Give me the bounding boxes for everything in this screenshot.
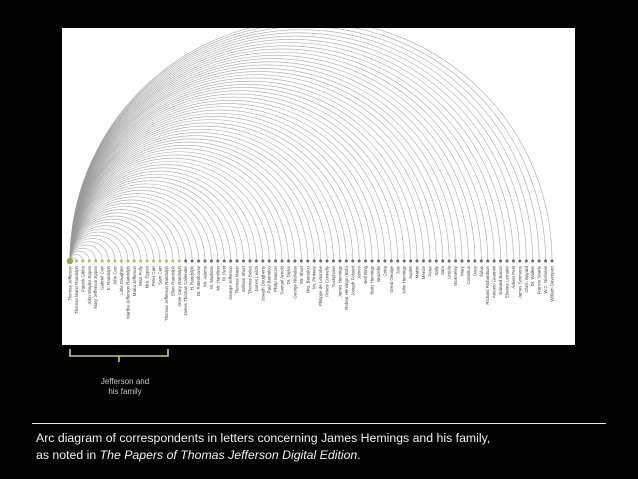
node-5 [101,260,104,263]
node-label-28: Thomas Boles [247,266,253,295]
node-71 [525,260,528,263]
node-32 [274,260,277,263]
node-label-30: Joseph Dougherty [260,266,266,302]
node-label-69: Adrien Petit [510,266,516,289]
node-label-66: Antonio Giannini [491,266,497,299]
node-15 [165,260,168,263]
node-25 [229,260,232,263]
node-8 [120,260,123,263]
node-label-3: John Wayles Eppes [86,266,92,305]
node-29 [255,260,258,263]
node-18 [184,260,187,263]
node-13 [152,260,155,263]
node-45 [358,260,361,263]
caption-divider [32,423,606,424]
node-61 [461,260,464,263]
node-label-65: Richard Richardson [485,266,491,305]
node-label-44: Joseph Fossett [350,266,356,296]
node-label-40: Prince Connelly [324,266,330,297]
node-label-67: Edward Bacon [498,266,504,295]
node-label-7: John Corr [112,266,118,286]
node-1 [75,260,78,263]
node-62 [467,260,470,263]
node-24 [223,260,226,263]
node-28 [248,260,251,263]
node-16 [171,260,174,263]
node-label-35: George Nicholas [292,266,298,299]
node-label-16: Ellen Randolph [170,266,176,296]
node-label-52: John Hemings [401,266,407,295]
node-label-49: Critta [382,266,388,277]
node-label-41: Tuckyhone [330,266,336,288]
arcs-group [70,28,552,261]
node-label-53: Jupiter [408,266,414,280]
node-23 [216,260,219,263]
node-label-51: Joie [395,266,401,275]
node-label-22: M. Madison [208,266,214,289]
caption-line-2-text: as noted in [36,448,100,462]
node-label-37: Mrs. Bentalou [305,266,311,294]
arc-61 [70,65,462,261]
node-70 [518,260,521,263]
node-63 [473,260,476,263]
node-42 [338,260,341,263]
node-41 [332,260,335,263]
node-2 [81,260,84,263]
node-68 [506,260,509,263]
node-label-11: Miss Polly [138,266,144,286]
node-label-72: Dr. Walker [530,266,536,287]
node-74 [544,260,547,263]
node-label-29: James Leitch [253,266,259,292]
node-7 [113,260,116,263]
node-31 [268,260,271,263]
node-label-15: Thomas Jefferson Randolph [163,266,169,322]
node-59 [448,260,451,263]
node-69 [512,260,515,263]
node-40 [326,260,329,263]
node-label-23: Mr. Hamilton [215,266,221,291]
node-12 [146,260,149,263]
node-label-74: W.C. Nicholas [543,266,549,294]
node-65 [486,260,489,263]
node-label-36: Mr. Short [298,266,304,284]
bracket-label [70,377,180,397]
node-label-21: Mr. Adams [202,266,208,287]
nodes-group [67,258,555,321]
node-50 [390,260,393,263]
node-label-38: Mr. Pinkney [311,266,317,289]
node-label-4: Mary Jefferson Eppes [93,266,99,309]
node-label-2: Patrick Gibbs [80,266,86,293]
node-label-46: Bell Ring [363,266,369,284]
arc-diagram-panel [62,28,575,345]
node-label-9: Martha Jefferson Randolph [125,266,131,319]
node-52 [403,260,406,263]
node-label-60: Wormeley [453,266,459,286]
node-label-68: Etienne Lemaire [504,266,510,298]
node-11 [139,260,142,263]
caption-line-1: Arc diagram of correspondents in letters concerning James Hemings and his family, [36,431,491,445]
node-14 [158,260,161,263]
node-label-59: Ursula [446,266,452,279]
node-19 [191,260,194,263]
node-27 [242,260,245,263]
node-38 [313,260,316,263]
arc-75 [70,28,552,261]
node-label-33: Samuel Arnold [279,266,285,295]
node-26 [236,260,239,263]
arc-diagram [62,28,575,345]
node-20 [197,260,200,263]
node-label-10: Maria Jefferson [131,266,137,297]
node-label-75: William Davenport [549,266,555,302]
bracket-line [70,349,168,362]
arc-68 [70,42,507,261]
node-label-50: Great George [388,266,394,293]
caption [36,430,616,464]
node-label-57: Sally [433,266,439,276]
node-67 [499,260,502,263]
node-label-8: Little Daughter [118,266,124,295]
node-label-1: Thomas Mann Randolph [73,266,79,315]
bracket-label-line-2: his family [108,387,142,396]
node-49 [383,260,386,263]
node-label-70: James Simmons [517,266,523,299]
node-label-17: Anne Cary Randolph [176,266,182,307]
node-label-58: Sam [440,266,446,276]
node-37 [306,260,309,263]
node-0 [67,258,73,264]
arc-38 [70,139,314,261]
node-label-55: Mercie [420,266,426,280]
node-label-73: Francis Searle [536,266,542,295]
node-label-64: Sukie [478,266,484,277]
caption-line-2 [36,447,616,464]
node-label-43: Robert Hemings (Bob) [343,266,349,310]
node-label-26: Thomas Mann [234,266,240,295]
family-bracket [62,345,202,365]
node-label-6: E. Randolph [106,266,112,291]
node-57 [435,260,438,263]
node-60 [454,260,457,263]
node-9 [126,260,129,263]
node-73 [538,260,541,263]
node-label-14: Sam Carr [157,266,163,285]
node-label-32: Philip Mazzei [273,266,279,292]
node-label-20: Dr. Rittenhouse [196,266,202,297]
node-30 [261,260,264,263]
node-label-31: Paul Bentalou [266,266,272,294]
node-label-42: James Hemings [337,266,343,298]
node-47 [371,260,374,263]
node-label-39: Philippe de Letombe [318,266,324,307]
node-39 [319,260,322,263]
node-17 [178,260,181,263]
arc-10 [70,229,134,261]
node-55 [422,260,425,263]
node-label-54: Martin [414,266,420,279]
node-label-13: Peter Carr [151,266,157,287]
node-51 [396,260,399,263]
node-label-34: Dr. Taylor [286,266,292,285]
node-label-27: William Short [241,266,247,292]
node-56 [428,260,431,263]
node-label-5: Gabriel Corr [99,266,105,290]
node-label-12: Mrs. Eppes [144,266,150,289]
node-53 [409,260,412,263]
caption-source-title: The Papers of Thomas Jefferson Digital Edition [99,448,358,462]
node-label-56: Peter [427,266,433,277]
node-34 [287,260,290,263]
node-44 [351,260,354,263]
node-label-61: Mary [459,266,465,276]
node-21 [203,260,206,263]
node-36 [300,260,303,263]
node-72 [531,260,534,263]
node-58 [441,260,444,263]
node-label-48: Brazelle [375,266,381,282]
arc-74 [70,28,546,261]
node-66 [493,260,496,263]
node-54 [416,260,419,263]
node-label-25: George Jefferson [228,266,234,300]
node-label-62: Cornelius [465,266,471,285]
node-48 [377,260,380,263]
node-4 [94,260,97,263]
node-label-47: Betty Hemings [369,266,375,295]
node-label-19: H. Randolph [189,266,195,291]
caption-line-2-end: . [357,448,361,462]
node-label-24: M. Petit [221,266,227,281]
node-10 [133,260,136,263]
node-6 [107,260,110,263]
arc-66 [70,49,494,261]
node-64 [480,260,483,263]
arc-71 [70,33,526,261]
node-43 [345,260,348,263]
node-label-18: James Thomas Callender [183,266,189,316]
node-label-0: Thomas Jefferson [67,266,73,302]
node-label-71: Chris. Bayard [523,266,529,293]
node-35 [293,260,296,263]
node-3 [88,260,91,263]
node-22 [210,260,213,263]
node-label-45: James [356,266,362,279]
arc-27 [70,174,244,261]
bracket-label-line-1: Jefferson and [100,377,150,386]
node-75 [551,260,554,263]
node-46 [364,260,367,263]
node-33 [281,260,284,263]
node-label-63: Davy [472,266,478,277]
